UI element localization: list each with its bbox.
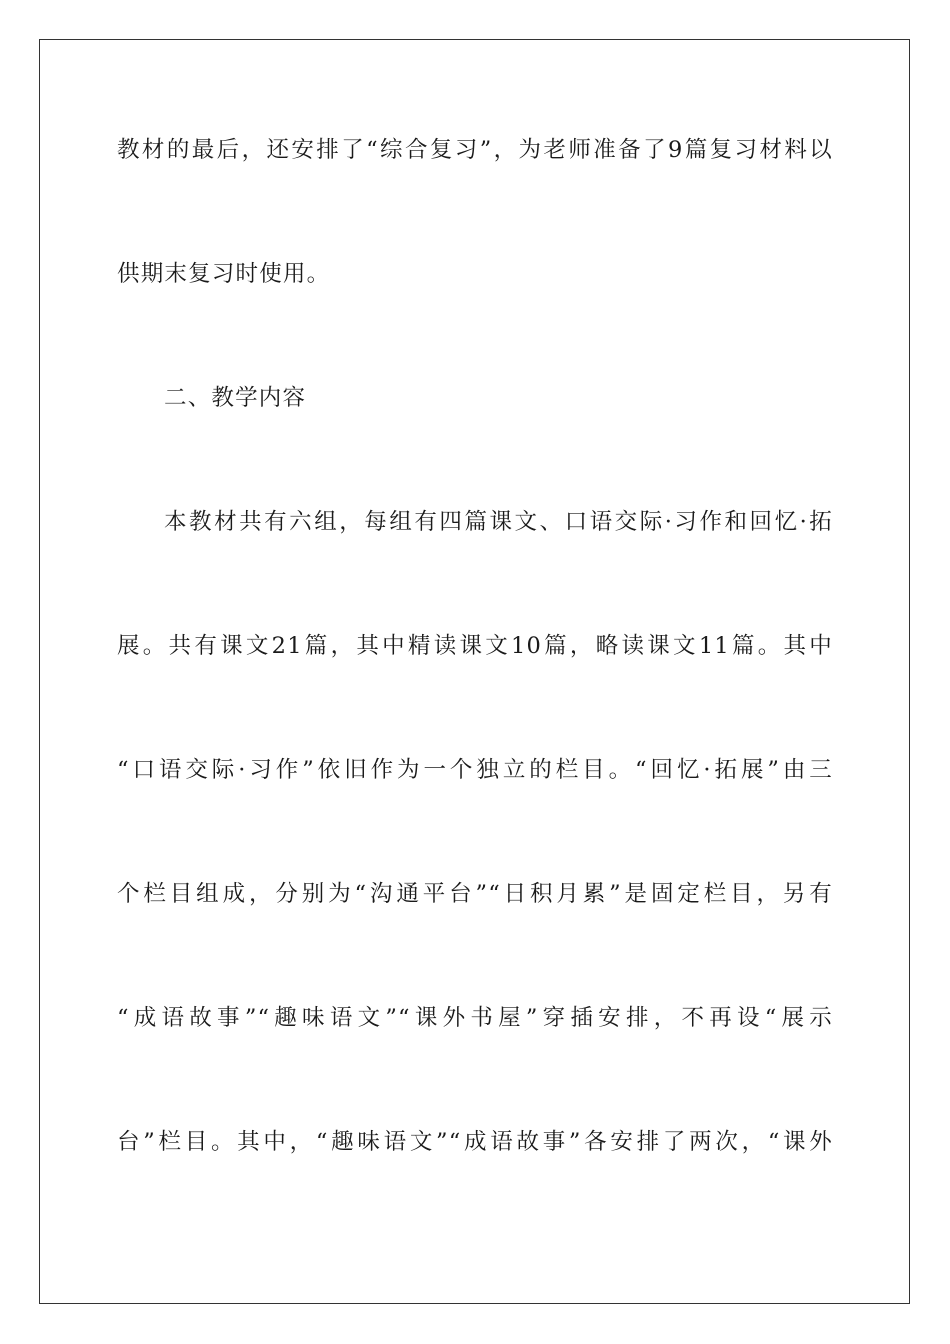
paragraph-line-3: 本教材共有六组，每组有四篇课文、口语交际·习作和回忆·拓 [164, 509, 833, 535]
paragraph-line-1: 教材的最后，还安排了“综合复习”，为老师准备了9篇复习材料以 [117, 137, 833, 163]
section-heading: 二、教学内容 [164, 385, 307, 411]
paragraph-line-7: “成语故事”“趣味语文”“课外书屋”穿插安排，不再设“展示 [117, 1005, 833, 1031]
paragraph-line-4: 展。共有课文21篇，其中精读课文10篇，略读课文11篇。其中 [117, 633, 833, 659]
paragraph-line-8: 台”栏目。其中，“趣味语文”“成语故事”各安排了两次，“课外 [117, 1129, 833, 1155]
paragraph-line-5: “口语交际·习作”依旧作为一个独立的栏目。“回忆·拓展”由三 [117, 757, 833, 783]
page-border [39, 39, 910, 1304]
paragraph-line-2: 供期末复习时使用。 [117, 261, 331, 287]
paragraph-line-6: 个栏目组成，分别为“沟通平台”“日积月累”是固定栏目，另有 [117, 881, 833, 907]
